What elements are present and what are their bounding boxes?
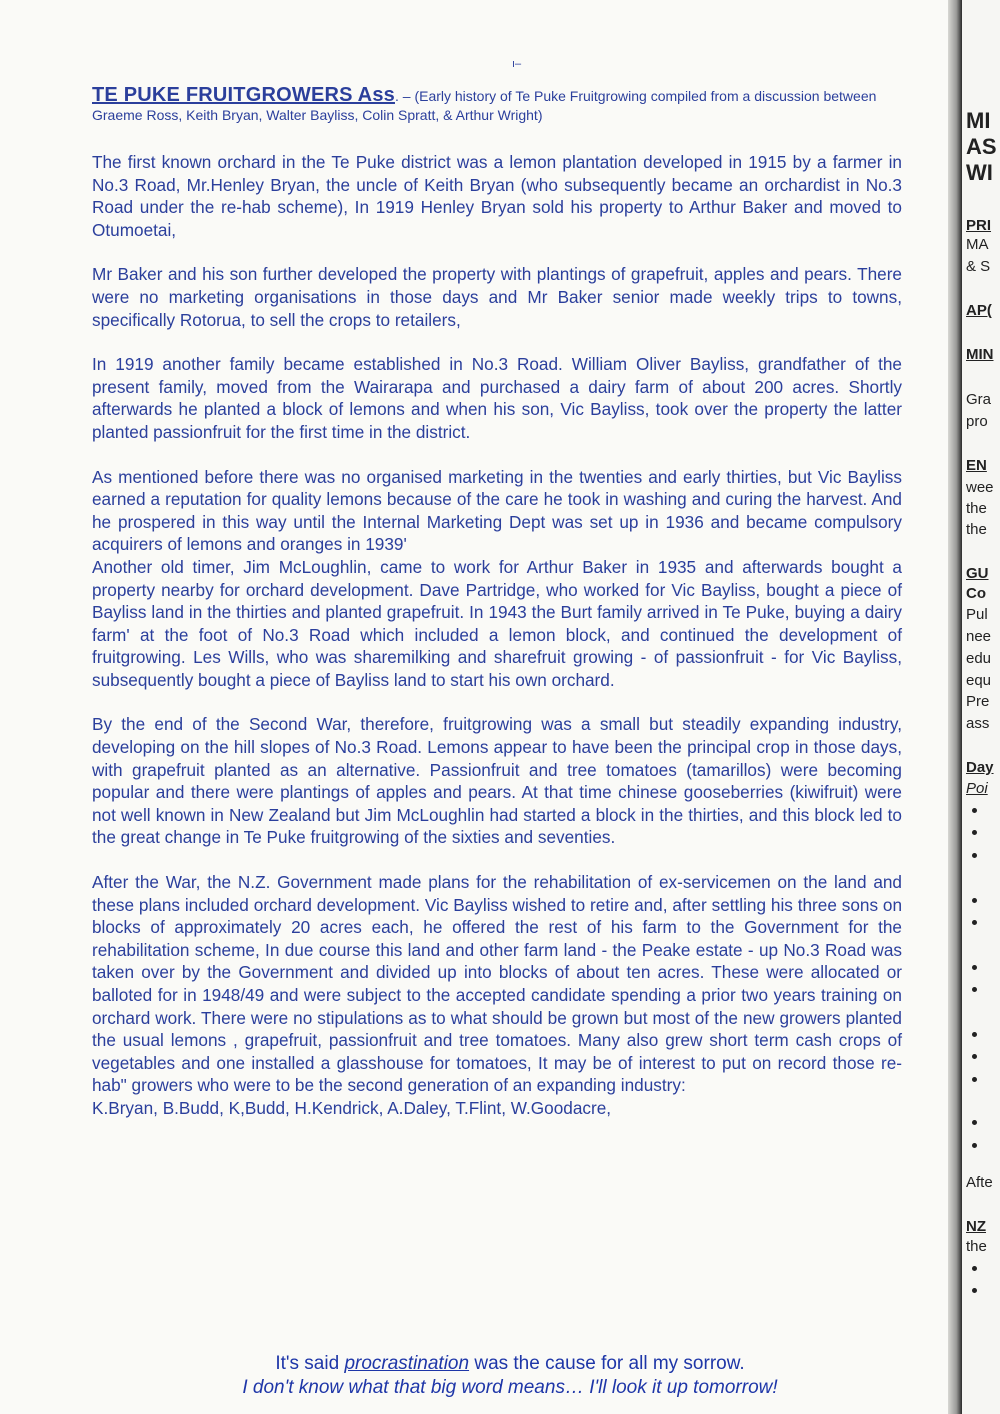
adjacent-line: EN — [966, 457, 987, 474]
bullet-icon — [972, 920, 977, 925]
adjacent-line: & S — [966, 258, 991, 275]
adjacent-line: AS — [966, 134, 997, 159]
adjacent-line: nee — [966, 628, 992, 645]
adjacent-line: Co — [966, 585, 986, 602]
adjacent-line: the — [966, 1238, 987, 1255]
paragraph-names: K.Bryan, B.Budd, K,Budd, H.Kendrick, A.Daley, T.Flint, W.Goodacre, — [92, 1097, 612, 1118]
adjacent-line: MIN — [966, 346, 994, 363]
paragraph-3: In 1919 another family became established in No.3 Road. William Oliver Bayliss, grandfather of the present family, moved from the Wairarapa and purchased a dairy farm of about 200 acres. Shortly afterwards he planted a block of lemons and when his son, Vic Bayliss, took over the property the latter planted passionfruit for the first time in the district. — [92, 354, 902, 442]
bullet-icon — [972, 1143, 977, 1148]
adjacent-line: WI — [966, 160, 993, 185]
adjacent-page-edge — [962, 0, 1000, 1414]
adjacent-line: the — [966, 521, 987, 538]
bullet-icon — [972, 1120, 977, 1125]
book-gutter — [948, 0, 962, 1414]
adjacent-line: AP( — [966, 302, 992, 319]
paragraph-4: As mentioned before there was no organised marketing in the twenties and early thirties, but Vic Bayliss earned a reputation for quality lemons because of the care he took in washing and curing the harvest. And he prospered in this way until the Internal Marketing Dept was set up in 1936 and became compulsory acquirers of lemons and oranges in 1939' — [92, 466, 902, 555]
bullet-icon — [972, 1266, 977, 1271]
adjacent-line: GU — [966, 565, 989, 582]
document-header — [92, 86, 912, 125]
quote-line-2: I don't know what that big word means… I'll look it up tomorrow! — [242, 1377, 778, 1398]
adjacent-line: equ — [966, 672, 992, 689]
adjacent-line: the — [966, 500, 987, 517]
adjacent-line: Gra — [966, 391, 992, 408]
quote-suffix: was the cause for all my sorrow. — [469, 1353, 745, 1374]
bullet-icon — [972, 853, 977, 858]
adjacent-line: Afte — [966, 1174, 993, 1191]
adjacent-line: edu — [966, 650, 992, 667]
paragraph-7: After the War, the N.Z. Government made plans for the rehabilitation of ex-servicemen on the land and these plans included orchard development. Vic Bayliss wished to retire and, after settling his three sons on blocks of approximately 20 acres each, he offered the rest of his farm to the Government for the rehabilitation scheme, In due course this land and other farm land - the Peake estate - up No.3 Road was taken over by the Government and divided up into blocks of about ten acres. These were allocated or balloted for in 1948/49 and were subject to the accepted candidate spending a prior two years training on orchard work. There were no stipulations as to what should be grown but most of the new growers planted the usual lemons , grapefruit, passionfruit and tree tomatoes. Many also grew short term cash crops of vegetables and one installed a glasshouse for tomatoes, It may be of interest to put on record those re-hab" growers who were to be the second generation of an expanding industry: — [92, 872, 902, 1096]
quote-prefix: It's said — [275, 1353, 345, 1374]
document-title: TE PUKE FRUITGROWERS Ass — [92, 84, 395, 106]
adjacent-line: ass — [966, 715, 990, 732]
adjacent-line: Day — [966, 759, 994, 776]
bullet-icon — [972, 808, 977, 813]
document-subtitle: . – (Early history of Te Puke Fruitgrowing compiled from a discussion between Graeme Ross, Keith Bryan, Walter Bayliss, Colin Spratt, & Arthur Wright) — [92, 88, 877, 123]
footer-quote — [150, 1352, 870, 1400]
adjacent-line: MA — [966, 236, 989, 253]
adjacent-line: pro — [966, 413, 988, 430]
paragraph-2: Mr Baker and his son further developed the property with plantings of grapefruit, apples and pears. There were no marketing organisations in those days and Mr Baker senior made weekly trips to towns, specifically Rotorua, to sell the crops to retailers, — [92, 264, 902, 330]
bullet-icon — [972, 987, 977, 992]
bullet-icon — [972, 965, 977, 970]
paragraph-6: By the end of the Second War, therefore, fruitgrowing was a small but steadily expanding industry, developing on the hill slopes of No.3 Road. Lemons appear to have been the principal crop in those days, with grapefruit planted as an alternative. Passionfruit and tree tomatoes (tamarillos) were becoming popular and there were plantings of apples and pears. At that time chinese gooseberries (kiwifruit) were not well known in New Zealand but Jim McLoughlin had started a block in the thirties, and this block led to the great change in Te Puke fruitgrowing of the sixties and seventies. — [92, 714, 902, 848]
adjacent-line: Poi — [966, 780, 988, 797]
pencil-mark: ı– — [512, 58, 522, 70]
quote-line-1 — [150, 1352, 870, 1376]
adjacent-line: NZ — [966, 1218, 986, 1235]
bullet-icon — [972, 1054, 977, 1059]
bullet-icon — [972, 898, 977, 903]
bullet-icon — [972, 830, 977, 835]
adjacent-line: wee — [966, 479, 994, 496]
adjacent-line: PRI — [966, 217, 992, 234]
bullet-icon — [972, 1288, 977, 1293]
adjacent-line: Pre — [966, 693, 990, 710]
adjacent-line: Pul — [966, 606, 988, 623]
bullet-icon — [972, 1077, 977, 1082]
paragraph-1: The first known orchard in the Te Puke district was a lemon plantation developed in 1915 by a farmer in No.3 Road, Mr.Henley Bryan, the uncle of Keith Bryan (who subsequently became an orchardist in No.3 Road under the re-hab scheme), In 1919 Henley Bryan sold his property to Arthur Baker and moved to Otumoetai, — [92, 152, 902, 240]
bullet-icon — [972, 1032, 977, 1037]
document-body — [92, 151, 902, 1142]
paragraph-5: Another old timer, Jim McLoughlin, came to work for Arthur Baker in 1935 and afterwards bought a property nearby for orchard development. Dave Partridge, who worked for Vic Bayliss, bought a piece of Bayliss land in the thirties and planted grapefruit. In 1943 the Burt family arrived in Te Puke, buying a dairy farm' at the foot of No.3 Road which included a lemon block, and continued the development of fruitgrowing. Les Wills, who was sharemilking and sharefruit growing - of passionfruit - for Vic Bayliss, subsequently bought a piece of Bayliss land to start his own orchard. — [92, 556, 902, 690]
adjacent-line: MI — [966, 108, 991, 133]
quote-word: procrastination — [344, 1353, 470, 1374]
